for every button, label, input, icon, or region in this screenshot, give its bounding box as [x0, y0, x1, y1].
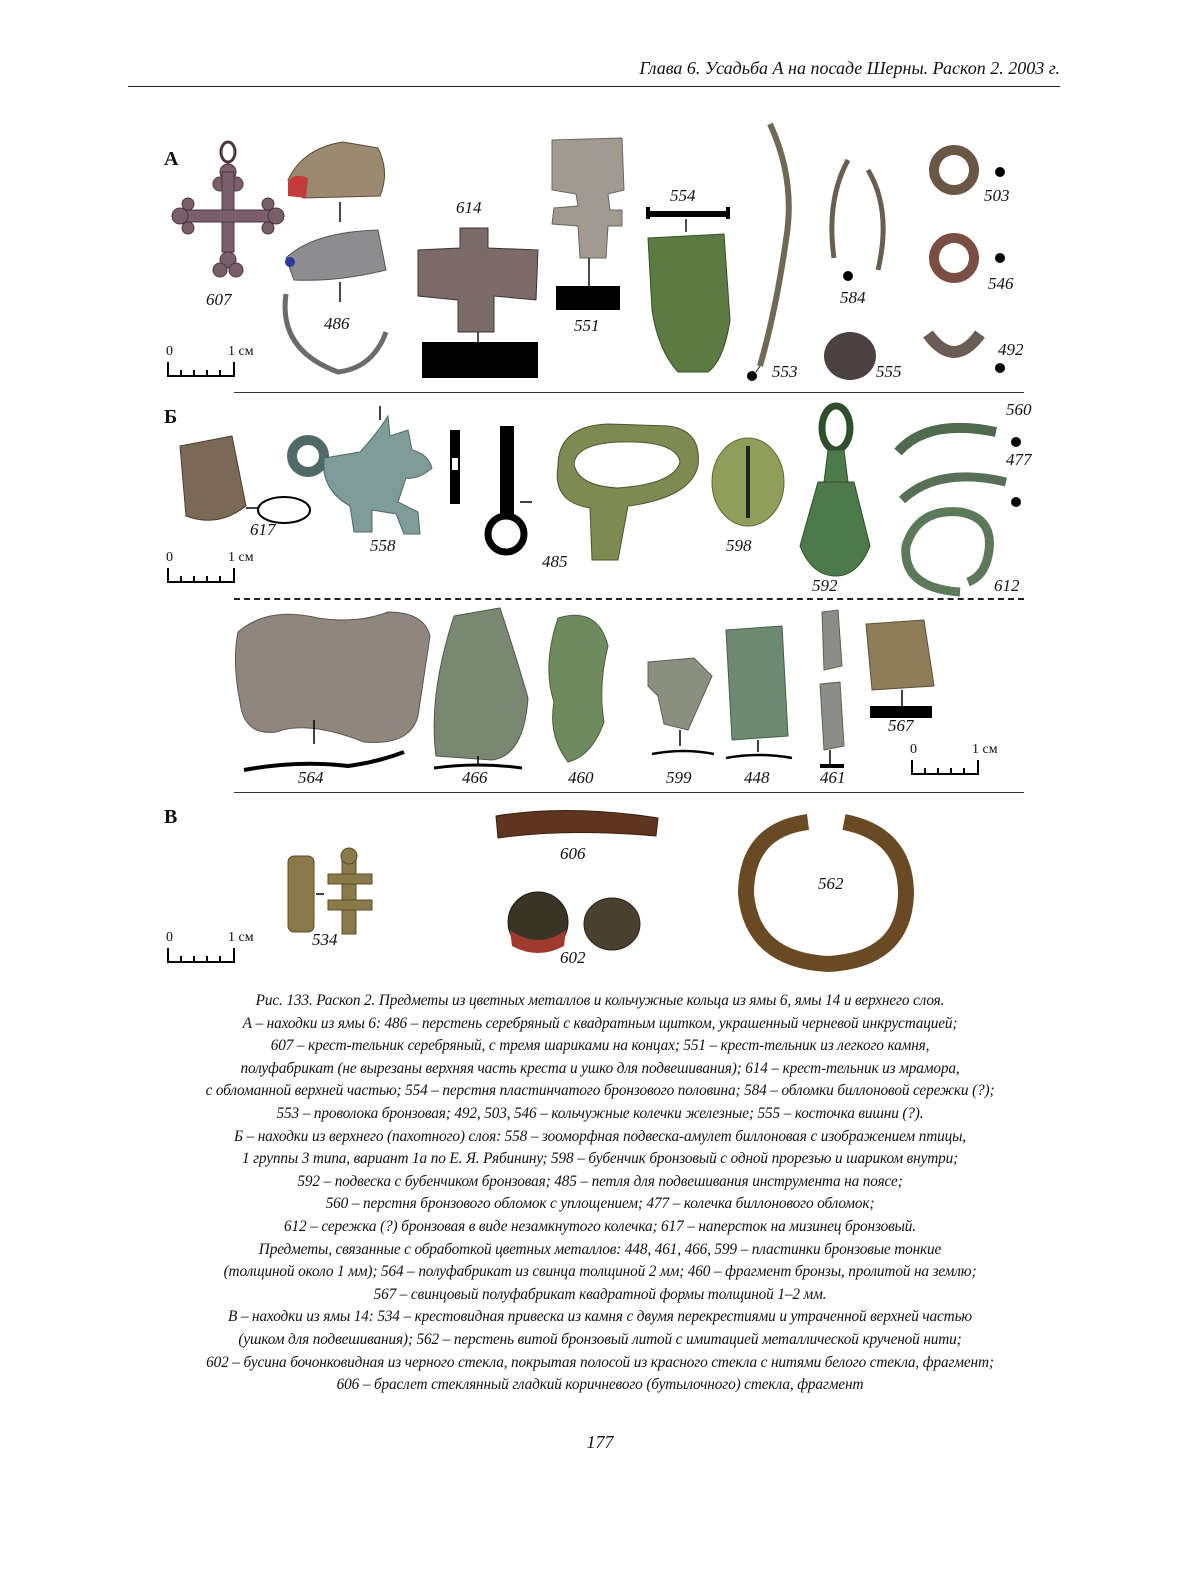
artifact-592-pendant — [800, 406, 870, 576]
label-567: 567 — [888, 716, 914, 735]
section-label-a: А — [164, 148, 179, 170]
section-a-artifacts — [128, 110, 1068, 400]
scale-end: 1 см — [228, 344, 254, 359]
caption-line: (ушком для подвешивания); 562 – перстень витой бронзовый литой с имитацией металлической крученой нити; — [238, 1330, 962, 1348]
page-number: 177 — [586, 1432, 614, 1452]
label-607: 607 — [206, 290, 232, 309]
artifact-503-ring — [934, 150, 1005, 190]
label-492: 492 — [998, 340, 1024, 359]
artifact-466-plate — [434, 608, 528, 768]
label-599: 599 — [666, 768, 692, 787]
label-448: 448 — [744, 768, 770, 787]
scale-start: 0 — [166, 344, 173, 359]
scale-bar-b — [166, 552, 256, 582]
caption-line: 606 – браслет стеклянный гладкий коричневого (бутылочного) стекла, фрагмент — [336, 1376, 864, 1394]
figure-caption — [110, 990, 1090, 1397]
label-460: 460 — [568, 768, 594, 787]
caption-line: 602 – бусина бочонковидная из черного стекла, покрытая полосой из красного стекла с нитями белого стекла, фрагмент; — [206, 1353, 994, 1371]
artifact-560-ring-fragment — [898, 428, 1021, 452]
caption-line: 560 – перстня бронзового обломок с уплощением; 477 – колечка биллонового обломок; — [325, 1195, 875, 1213]
caption-line: Предметы, связанные с обработкой цветных металлов: 448, 461, 466, 599 – пластинки бронзовые тонкие — [258, 1240, 942, 1258]
label-485: 485 — [542, 552, 568, 571]
section-b-artifacts-top — [128, 406, 1068, 606]
rule-a-b — [234, 392, 1024, 393]
artifact-554-ring-half — [646, 207, 730, 372]
artifact-558-pendant — [292, 406, 432, 534]
artifact-607-cross — [172, 142, 284, 277]
label-584: 584 — [840, 288, 866, 307]
label-564: 564 — [298, 768, 324, 787]
label-602: 602 — [560, 948, 586, 967]
scale-start: 0 — [910, 742, 917, 757]
section-v-artifacts — [128, 800, 1068, 980]
artifact-564-lead-blank — [235, 612, 430, 770]
label-553: 553 — [772, 362, 798, 381]
caption-line: 612 – сережка (?) бронзовая в виде незамкнутого колечка; 617 – наперсток на мизинец бронзовый. — [284, 1217, 916, 1235]
label-562: 562 — [818, 874, 844, 893]
label-614: 614 — [456, 198, 482, 217]
artifact-551-cross-blank — [552, 138, 624, 310]
label-558: 558 — [370, 536, 396, 555]
caption-line: Б – находки из верхнего (пахотного) слоя: 558 – зооморфная подвеска-амулет биллоновая с изображением птицы, — [234, 1127, 966, 1145]
caption-line: 1 группы 3 типа, вариант 1а по Е. Я. Рябинину; 598 – бубенчик бронзовый с одной прорезью и шариком внутри; — [241, 1150, 959, 1168]
caption-line: 592 – подвеска с бубенчиком бронзовая; 485 – петля для подвешивания инструмента на поясе; — [297, 1172, 903, 1190]
artifact-546-ring — [934, 238, 1005, 278]
label-606: 606 — [560, 844, 586, 863]
figure — [128, 110, 1068, 980]
artifact-485-loop-profile — [450, 426, 532, 552]
label-486: 486 — [324, 314, 350, 333]
caption-line: полуфабрикат (не вырезаны верхняя часть креста и ушко для подвешивания); 614 – крест-тельник из мрамора, — [240, 1059, 960, 1077]
caption-line: В – находки из ямы 14: 534 – крестовидная привеска из камня с двумя перекрестиями и утраченной верхней частью — [227, 1308, 973, 1326]
artifact-602-bead — [508, 892, 640, 953]
header-rule — [128, 86, 1060, 87]
caption-line: 607 – крест-тельник серебряный, с тремя шариками на концах; 551 – крест-тельник из легкого камня, — [270, 1037, 930, 1055]
section-label-b: Б — [164, 406, 178, 428]
label-477: 477 — [1006, 450, 1032, 469]
artifact-606-bracelet — [496, 810, 658, 838]
section-label-v: В — [164, 806, 178, 828]
caption-line: 567 – свинцовый полуфабрикат квадратной формы толщиной 1–2 мм. — [373, 1285, 827, 1303]
caption-line: 553 – проволока бронзовая; 492, 503, 546 – кольчужные колечки железные; 555 – косточка вишни (?). — [276, 1104, 924, 1122]
caption-line: Рис. 133. Раскоп 2. Предметы из цветных металлов и кольчужные кольца из ямы 6, ямы 14 и верхнего слоя. — [255, 992, 945, 1009]
artifact-584-earring — [832, 160, 883, 281]
label-612: 612 — [994, 576, 1020, 595]
artifact-485-loop — [557, 424, 698, 560]
rule-b-v — [234, 792, 1024, 793]
caption-line: А – находки из ямы 6: 486 – перстень серебряный с квадратным щитком, украшенный черневой инкрустацией; — [242, 1014, 958, 1032]
label-551: 551 — [574, 316, 600, 335]
artifact-598-bell — [712, 438, 784, 526]
artifact-461-plate — [820, 610, 844, 768]
label-560: 560 — [1006, 400, 1032, 419]
artifact-448-plate — [726, 626, 792, 758]
label-598: 598 — [726, 536, 752, 555]
label-546: 546 — [988, 274, 1014, 293]
scale-bar-v — [166, 932, 256, 962]
label-461: 461 — [820, 768, 846, 787]
artifact-614-cross — [418, 228, 538, 378]
scale-end: 1 см — [228, 550, 254, 565]
artifact-612-earring — [906, 512, 990, 592]
label-617: 617 — [250, 520, 276, 539]
artifact-460-bronze-fragment — [549, 615, 608, 762]
scale-end: 1 см — [972, 742, 998, 757]
artifact-534-cross-pendant — [288, 848, 372, 934]
artifact-599-plate — [648, 658, 714, 754]
label-592: 592 — [812, 576, 838, 595]
artifact-555-cherry-stone — [824, 332, 876, 380]
artifact-486-ring — [285, 142, 386, 372]
label-466: 466 — [462, 768, 488, 787]
artifact-553-wire — [747, 124, 789, 381]
artifact-492-ring — [928, 334, 1005, 373]
artifact-477-ring-fragment — [902, 477, 1021, 507]
running-head: Глава 6. Усадьба А на посаде Шерны. Раскоп 2. 2003 г. — [639, 58, 1060, 78]
scale-end: 1 см — [228, 930, 254, 945]
dashed-rule-b — [234, 598, 1024, 600]
label-555: 555 — [876, 362, 902, 381]
artifact-567-lead-blank — [866, 620, 934, 718]
scale-start: 0 — [166, 930, 173, 945]
scale-start: 0 — [166, 550, 173, 565]
scale-bar-a — [166, 346, 256, 376]
caption-line: с обломанной верхней частью; 554 – перстня пластинчатого бронзового половина; 584 – обломки биллоновой сережки (?); — [205, 1082, 995, 1100]
caption-line: (толщиной около 1 мм); 564 – полуфабрикат из свинца толщиной 2 мм; 460 – фрагмент бронзы, пролитой на землю; — [223, 1263, 977, 1281]
scale-bar-b2 — [910, 744, 1000, 774]
label-503: 503 — [984, 186, 1010, 205]
label-554: 554 — [670, 186, 696, 205]
label-534: 534 — [312, 930, 338, 949]
